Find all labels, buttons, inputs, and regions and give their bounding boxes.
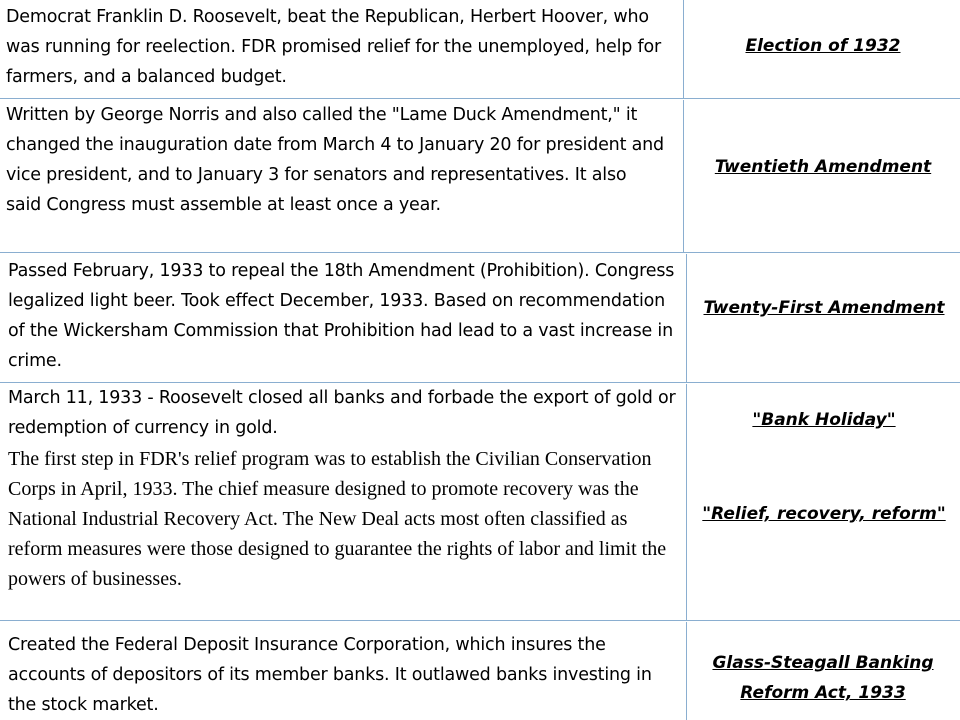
row-description: The first step in FDR's relief program was to establish the Civilian Conservation Corps in April, 1933. The chief measure designed to promote recovery was the National Industrial Recovery Act. The New Deal acts most often classified as reform measures were those designed to guarantee the rights of labor and limit the powers of businesses. [8,448,667,590]
row-term: "Relief, recovery, reform" [702,504,946,524]
column-divider [686,622,687,720]
row-term: Twentieth Amendment [714,157,932,177]
row-description: March 11, 1933 - Roosevelt closed all banks and forbade the export of gold or redemption of currency in gold. [8,388,676,438]
column-divider [683,0,684,98]
column-divider [686,254,687,382]
row-term: "Bank Holiday" [752,410,896,430]
row-divider [0,252,960,253]
row-term: Glass-Steagall Banking Reform Act, 1933 [712,653,934,703]
column-divider [686,384,687,620]
row-term: Election of 1932 [745,36,901,56]
row-description: Democrat Franklin D. Roosevelt, beat the Republican, Herbert Hoover, who was running for reelection. FDR promised relief for the unemployed, help for farmers, and a balanced budget. [6,7,662,87]
row-description: Passed February, 1933 to repeal the 18th Amendment (Prohibition). Congress legalized light beer. Took effect December, 1933. Based on recommendation of the Wickersham Commission that Prohibition had lead to a vast increase in crime. [8,261,675,371]
row-divider [0,620,960,621]
row-divider [0,98,960,99]
row-description: Created the Federal Deposit Insurance Corporation, which insures the accounts of depositors of its member banks. It outlawed banks investing in the stock market. [8,635,652,715]
row-term: Twenty-First Amendment [703,298,945,318]
row-description: Written by George Norris and also called the "Lame Duck Amendment," it changed the inauguration date from March 4 to January 20 for president and vice president, and to January 3 for senators and representatives. It also said Congress must assemble at least once a year. [6,105,664,215]
column-divider [683,100,684,252]
